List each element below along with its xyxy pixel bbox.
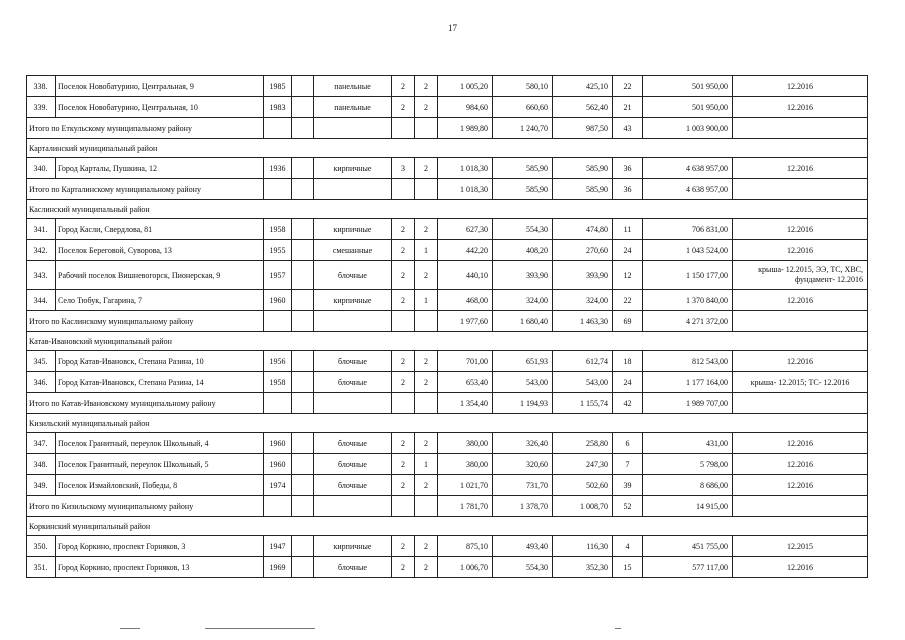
floors-cell: 2 [392,372,415,393]
material-cell: кирпичные [314,158,392,179]
total-label-cell: Итого по Кизильскому муниципальному району [27,496,264,517]
cost-cell: 1 370 840,00 [643,290,733,311]
residents-cell: 69 [613,311,643,332]
term-cell: 12.2016 [733,158,868,179]
empty-cell [392,496,415,517]
residents-cell: 22 [613,76,643,97]
area-residential-cell: 258,80 [553,433,613,454]
row-number-cell: 345. [27,351,56,372]
area-residential-cell: 543,00 [553,372,613,393]
area-residential-cell: 987,50 [553,118,613,139]
empty-cell [733,496,868,517]
floors-cell: 2 [392,240,415,261]
empty-cell [733,118,868,139]
empty-cell [292,433,314,454]
material-cell: блочные [314,433,392,454]
cost-cell: 501 950,00 [643,76,733,97]
term-cell: 12.2016 [733,240,868,261]
empty-cell [392,179,415,200]
empty-cell [292,351,314,372]
table-row [27,219,868,240]
entrances-cell: 2 [415,97,438,118]
floors-cell: 2 [392,261,415,290]
area-total-cell: 875,10 [438,536,493,557]
area-living-cell: 543,00 [493,372,553,393]
term-cell: крыша- 12.2015; ТС- 12.2016 [733,372,868,393]
residents-cell: 39 [613,475,643,496]
row-number-cell: 348. [27,454,56,475]
table-row [27,240,868,261]
area-residential-cell: 474,80 [553,219,613,240]
area-living-cell: 554,30 [493,219,553,240]
residents-cell: 42 [613,393,643,414]
entrances-cell: 2 [415,372,438,393]
address-cell: Город Касли, Свердлова, 81 [56,219,264,240]
row-number-cell: 339. [27,97,56,118]
area-total-cell: 380,00 [438,454,493,475]
material-cell: кирпичные [314,290,392,311]
area-total-cell: 653,40 [438,372,493,393]
cost-cell: 577 117,00 [643,557,733,578]
section-header-row [27,332,868,351]
empty-cell [415,118,438,139]
section-header-row [27,139,868,158]
table-row [27,372,868,393]
area-living-cell: 580,10 [493,76,553,97]
row-number-cell: 347. [27,433,56,454]
empty-cell [292,496,314,517]
empty-cell [314,496,392,517]
area-living-cell: 660,60 [493,97,553,118]
entrances-cell: 2 [415,76,438,97]
area-total-cell: 1 977,60 [438,311,493,332]
area-total-cell: 627,30 [438,219,493,240]
material-cell: блочные [314,454,392,475]
total-label-cell: Итого по Карталинскому муниципальному району [27,179,264,200]
empty-cell [292,219,314,240]
term-cell: 12.2016 [733,76,868,97]
total-row [27,118,868,139]
empty-cell [415,393,438,414]
area-residential-cell: 585,90 [553,158,613,179]
residents-cell: 18 [613,351,643,372]
address-cell: Поселок Новобатурино, Центральная, 9 [56,76,264,97]
material-cell: блочные [314,557,392,578]
address-cell: Город Катав-Ивановск, Степана Разина, 10 [56,351,264,372]
housing-table-container [26,75,867,578]
residents-cell: 11 [613,219,643,240]
total-label-cell: Итого по Катав-Ивановскому муниципальному району [27,393,264,414]
area-living-cell: 1 680,40 [493,311,553,332]
empty-cell [314,179,392,200]
area-total-cell: 468,00 [438,290,493,311]
empty-cell [292,261,314,290]
table-body [27,76,868,578]
entrances-cell: 2 [415,351,438,372]
total-label-cell: Итого по Еткульскому муниципальному району [27,118,264,139]
year-cell: 1956 [264,351,292,372]
page-number: 17 [448,23,457,33]
material-cell: блочные [314,372,392,393]
area-living-cell: 493,40 [493,536,553,557]
empty-cell [292,118,314,139]
row-number-cell: 346. [27,372,56,393]
entrances-cell: 2 [415,158,438,179]
term-cell: 12.2016 [733,557,868,578]
empty-cell [292,475,314,496]
cost-cell: 14 915,00 [643,496,733,517]
residents-cell: 43 [613,118,643,139]
area-living-cell: 326,40 [493,433,553,454]
empty-cell [392,311,415,332]
term-cell: 12.2016 [733,97,868,118]
area-total-cell: 1 781,70 [438,496,493,517]
empty-cell [292,311,314,332]
empty-cell [292,179,314,200]
table-row [27,290,868,311]
entrances-cell: 2 [415,261,438,290]
area-living-cell: 393,90 [493,261,553,290]
empty-cell [314,393,392,414]
footer-mark [615,628,621,629]
empty-cell [292,372,314,393]
cost-cell: 4 271 372,00 [643,311,733,332]
entrances-cell: 2 [415,557,438,578]
table-row [27,351,868,372]
area-residential-cell: 270,60 [553,240,613,261]
floors-cell: 2 [392,219,415,240]
total-row [27,179,868,200]
area-living-cell: 320,60 [493,454,553,475]
total-label-cell: Итого по Каслинскому муниципальному району [27,311,264,332]
material-cell: смешанные [314,240,392,261]
year-cell: 1969 [264,557,292,578]
housing-table [26,75,868,578]
row-number-cell: 342. [27,240,56,261]
entrances-cell: 2 [415,536,438,557]
entrances-cell: 1 [415,240,438,261]
area-residential-cell: 585,90 [553,179,613,200]
table-row [27,454,868,475]
address-cell: Поселок Измайловский, Победы, 8 [56,475,264,496]
empty-cell [292,536,314,557]
residents-cell: 12 [613,261,643,290]
cost-cell: 1 989 707,00 [643,393,733,414]
area-residential-cell: 393,90 [553,261,613,290]
row-number-cell: 344. [27,290,56,311]
row-number-cell: 341. [27,219,56,240]
empty-cell [292,240,314,261]
cost-cell: 4 638 957,00 [643,158,733,179]
term-cell: крыша- 12.2015, ЭЭ, ТС, ХВС, фундамент- 12.2016 [733,261,868,290]
empty-cell [415,496,438,517]
area-total-cell: 1 018,30 [438,158,493,179]
empty-cell [733,179,868,200]
area-total-cell: 442,20 [438,240,493,261]
area-living-cell: 585,90 [493,158,553,179]
section-title-cell: Каслинский муниципальный район [27,200,868,219]
row-number-cell: 338. [27,76,56,97]
material-cell: панельные [314,97,392,118]
material-cell: панельные [314,76,392,97]
empty-cell [733,311,868,332]
table-row [27,475,868,496]
area-residential-cell: 324,00 [553,290,613,311]
footer-mark [205,628,315,629]
address-cell: Рабочий поселок Вишневогорск, Пионерская, 9 [56,261,264,290]
address-cell: Город Карталы, Пушкина, 12 [56,158,264,179]
floors-cell: 2 [392,433,415,454]
area-living-cell: 585,90 [493,179,553,200]
area-residential-cell: 562,40 [553,97,613,118]
year-cell: 1985 [264,76,292,97]
cost-cell: 451 755,00 [643,536,733,557]
total-row [27,311,868,332]
area-residential-cell: 1 155,74 [553,393,613,414]
empty-cell [392,393,415,414]
footer-mark [120,628,140,629]
area-residential-cell: 1 008,70 [553,496,613,517]
table-row [27,433,868,454]
year-cell: 1958 [264,372,292,393]
area-residential-cell: 425,10 [553,76,613,97]
empty-cell [314,118,392,139]
cost-cell: 8 686,00 [643,475,733,496]
year-cell: 1947 [264,536,292,557]
entrances-cell: 2 [415,433,438,454]
empty-cell [392,118,415,139]
area-living-cell: 1 194,93 [493,393,553,414]
empty-cell [292,454,314,475]
table-row [27,158,868,179]
residents-cell: 22 [613,290,643,311]
residents-cell: 24 [613,372,643,393]
address-cell: Город Катав-Ивановск, Степана Разина, 14 [56,372,264,393]
row-number-cell: 340. [27,158,56,179]
term-cell: 12.2016 [733,290,868,311]
area-total-cell: 701,00 [438,351,493,372]
area-living-cell: 554,30 [493,557,553,578]
empty-cell [292,290,314,311]
cost-cell: 706 831,00 [643,219,733,240]
address-cell: Поселок Береговой, Суворова, 13 [56,240,264,261]
entrances-cell: 1 [415,290,438,311]
cost-cell: 5 798,00 [643,454,733,475]
total-row [27,496,868,517]
empty-cell [733,393,868,414]
residents-cell: 15 [613,557,643,578]
area-total-cell: 1 354,40 [438,393,493,414]
table-row [27,97,868,118]
row-number-cell: 343. [27,261,56,290]
area-total-cell: 984,60 [438,97,493,118]
section-title-cell: Карталинский муниципальный район [27,139,868,158]
address-cell: Поселок Гранитный, переулок Школьный, 5 [56,454,264,475]
area-living-cell: 324,00 [493,290,553,311]
residents-cell: 24 [613,240,643,261]
area-living-cell: 651,93 [493,351,553,372]
empty-cell [415,311,438,332]
area-total-cell: 380,00 [438,433,493,454]
section-title-cell: Коркинский муниципальный район [27,517,868,536]
entrances-cell: 1 [415,454,438,475]
row-number-cell: 350. [27,536,56,557]
area-living-cell: 1 240,70 [493,118,553,139]
material-cell: кирпичные [314,219,392,240]
section-header-row [27,414,868,433]
floors-cell: 2 [392,290,415,311]
row-number-cell: 351. [27,557,56,578]
residents-cell: 36 [613,179,643,200]
empty-cell [314,311,392,332]
empty-cell [292,557,314,578]
year-cell: 1955 [264,240,292,261]
residents-cell: 6 [613,433,643,454]
floors-cell: 2 [392,475,415,496]
area-total-cell: 440,10 [438,261,493,290]
empty-cell [292,393,314,414]
residents-cell: 36 [613,158,643,179]
area-total-cell: 1 021,70 [438,475,493,496]
cost-cell: 1 177 164,00 [643,372,733,393]
area-residential-cell: 247,30 [553,454,613,475]
section-title-cell: Катав-Ивановский муниципальный район [27,332,868,351]
empty-cell [264,311,292,332]
area-total-cell: 1 018,30 [438,179,493,200]
residents-cell: 7 [613,454,643,475]
year-cell: 1936 [264,158,292,179]
residents-cell: 4 [613,536,643,557]
term-cell: 12.2016 [733,475,868,496]
address-cell: Город Коркино, проспект Горняков, 13 [56,557,264,578]
area-total-cell: 1 006,70 [438,557,493,578]
area-residential-cell: 612,74 [553,351,613,372]
table-row [27,536,868,557]
floors-cell: 2 [392,557,415,578]
cost-cell: 1 043 524,00 [643,240,733,261]
year-cell: 1983 [264,97,292,118]
floors-cell: 2 [392,351,415,372]
section-header-row [27,517,868,536]
area-living-cell: 1 378,70 [493,496,553,517]
year-cell: 1960 [264,454,292,475]
year-cell: 1960 [264,433,292,454]
empty-cell [292,76,314,97]
address-cell: Село Тюбук, Гагарина, 7 [56,290,264,311]
empty-cell [292,97,314,118]
empty-cell [264,393,292,414]
floors-cell: 2 [392,97,415,118]
address-cell: Поселок Новобатурино, Центральная, 10 [56,97,264,118]
material-cell: кирпичные [314,536,392,557]
term-cell: 12.2016 [733,351,868,372]
table-row [27,261,868,290]
floors-cell: 2 [392,76,415,97]
address-cell: Поселок Гранитный, переулок Школьный, 4 [56,433,264,454]
table-row [27,76,868,97]
empty-cell [292,158,314,179]
empty-cell [415,179,438,200]
cost-cell: 812 543,00 [643,351,733,372]
cost-cell: 501 950,00 [643,97,733,118]
term-cell: 12.2016 [733,219,868,240]
area-total-cell: 1 989,80 [438,118,493,139]
row-number-cell: 349. [27,475,56,496]
floors-cell: 2 [392,454,415,475]
term-cell: 12.2016 [733,433,868,454]
table-row [27,557,868,578]
section-header-row [27,200,868,219]
year-cell: 1960 [264,290,292,311]
empty-cell [264,118,292,139]
residents-cell: 21 [613,97,643,118]
cost-cell: 1 150 177,00 [643,261,733,290]
empty-cell [264,179,292,200]
address-cell: Город Коркино, проспект Горняков, 3 [56,536,264,557]
material-cell: блочные [314,351,392,372]
residents-cell: 52 [613,496,643,517]
year-cell: 1974 [264,475,292,496]
entrances-cell: 2 [415,475,438,496]
area-residential-cell: 352,30 [553,557,613,578]
cost-cell: 431,00 [643,433,733,454]
year-cell: 1958 [264,219,292,240]
footer-scan-marks [0,620,905,640]
empty-cell [264,496,292,517]
term-cell: 12.2015 [733,536,868,557]
year-cell: 1957 [264,261,292,290]
material-cell: блочные [314,475,392,496]
area-residential-cell: 1 463,30 [553,311,613,332]
floors-cell: 3 [392,158,415,179]
total-row [27,393,868,414]
area-residential-cell: 116,30 [553,536,613,557]
entrances-cell: 2 [415,219,438,240]
section-title-cell: Кизильский муниципальный район [27,414,868,433]
area-residential-cell: 502,60 [553,475,613,496]
floors-cell: 2 [392,536,415,557]
area-living-cell: 731,70 [493,475,553,496]
cost-cell: 4 638 957,00 [643,179,733,200]
term-cell: 12.2016 [733,454,868,475]
cost-cell: 1 003 900,00 [643,118,733,139]
area-total-cell: 1 005,20 [438,76,493,97]
material-cell: блочные [314,261,392,290]
area-living-cell: 408,20 [493,240,553,261]
